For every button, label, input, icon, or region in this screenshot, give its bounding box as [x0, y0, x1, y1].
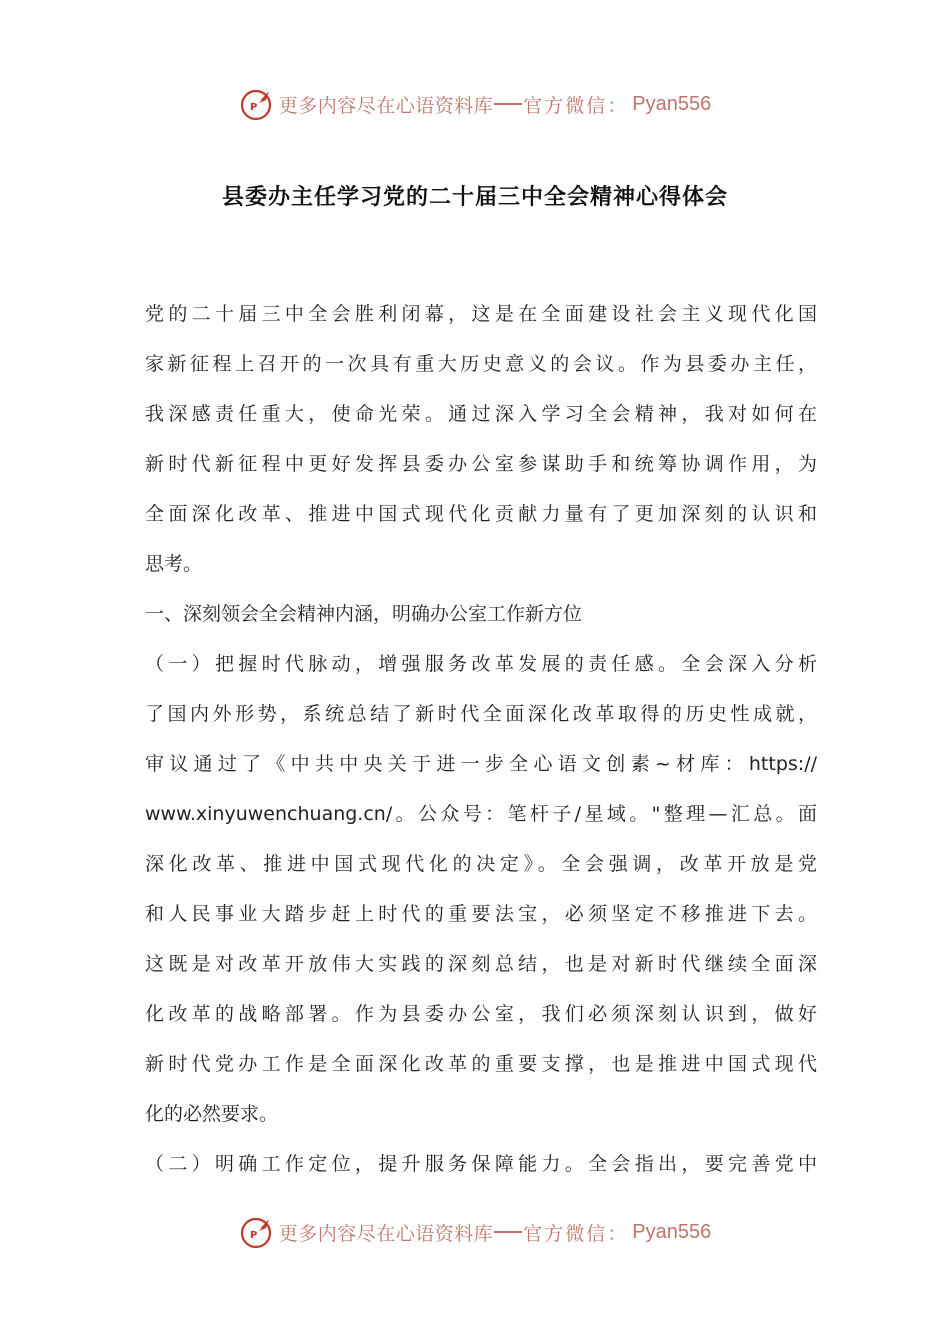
svg-text:P: P	[249, 102, 258, 113]
header-banner	[0, 84, 950, 124]
footer-banner	[0, 1212, 950, 1252]
text-line: 党的二十届三中全会胜利闭幕，这是在全面建设社会主义现代化国	[145, 303, 817, 325]
svg-text:P: P	[249, 1230, 258, 1241]
quill-logo-icon	[239, 1214, 275, 1250]
text-line: www.xinyuwenchuang.cn/。公众号：笔杆子/星域。"整理—汇总。面	[145, 803, 817, 825]
banner-dash	[494, 1231, 522, 1233]
page-title: 县委办主任学习党的二十届三中全会精神心得体会	[221, 185, 728, 210]
text-line: 我深感责任重大，使命光荣。通过深入学习全会精神，我对如何在	[145, 403, 817, 425]
banner-wechat-id: Pyan556	[632, 92, 712, 115]
quill-logo-icon	[239, 86, 275, 122]
text-line: 深化改革、推进中国式现代化的决定》。全会强调，改革开放是党	[145, 853, 817, 875]
section-heading: 一、深刻领会全会精神内涵，明确办公室工作新方位	[145, 603, 583, 625]
text-line: 和人民事业大踏步赶上时代的重要法宝，必须坚定不移推进下去。	[145, 903, 817, 925]
banner-main-text: 更多内容尽在心语资料库	[278, 1222, 494, 1245]
text-line: 审议通过了《中共中央关于进一步全心语文创素~材库：https://	[145, 753, 817, 775]
document-body	[145, 292, 817, 1192]
text-line: 化改革的战略部署。作为县委办公室，我们必须深刻认识到，做好	[145, 1003, 817, 1025]
text-line: 全面深化改革、推进中国式现代化贡献力量有了更加深刻的认识和	[145, 503, 817, 525]
text-line: （一）把握时代脉动，增强服务改革发展的责任感。全会深入分析	[145, 653, 817, 675]
text-line: （二）明确工作定位，提升服务保障能力。全会指出，要完善党中	[145, 1153, 817, 1175]
banner-wechat-label: 官方微信：	[523, 94, 629, 117]
banner-wechat-label: 官方微信：	[523, 1222, 629, 1245]
text-line: 了国内外形势，系统总结了新时代全面深化改革取得的历史性成就，	[145, 703, 817, 725]
banner-main-text: 更多内容尽在心语资料库	[278, 94, 494, 117]
text-line: 家新征程上召开的一次具有重大历史意义的会议。作为县委办主任，	[145, 353, 817, 375]
text-line: 思考。	[145, 553, 203, 575]
text-line: 新时代党办工作是全面深化改革的重要支撑，也是推进中国式现代	[145, 1053, 817, 1075]
banner-dash	[494, 103, 522, 105]
text-line: 新时代新征程中更好发挥县委办公室参谋助手和统筹协调作用，为	[145, 453, 817, 475]
text-line: 这既是对改革开放伟大实践的深刻总结，也是对新时代继续全面深	[145, 953, 817, 975]
banner-wechat-id: Pyan556	[632, 1220, 712, 1243]
text-line: 化的必然要求。	[145, 1103, 279, 1125]
